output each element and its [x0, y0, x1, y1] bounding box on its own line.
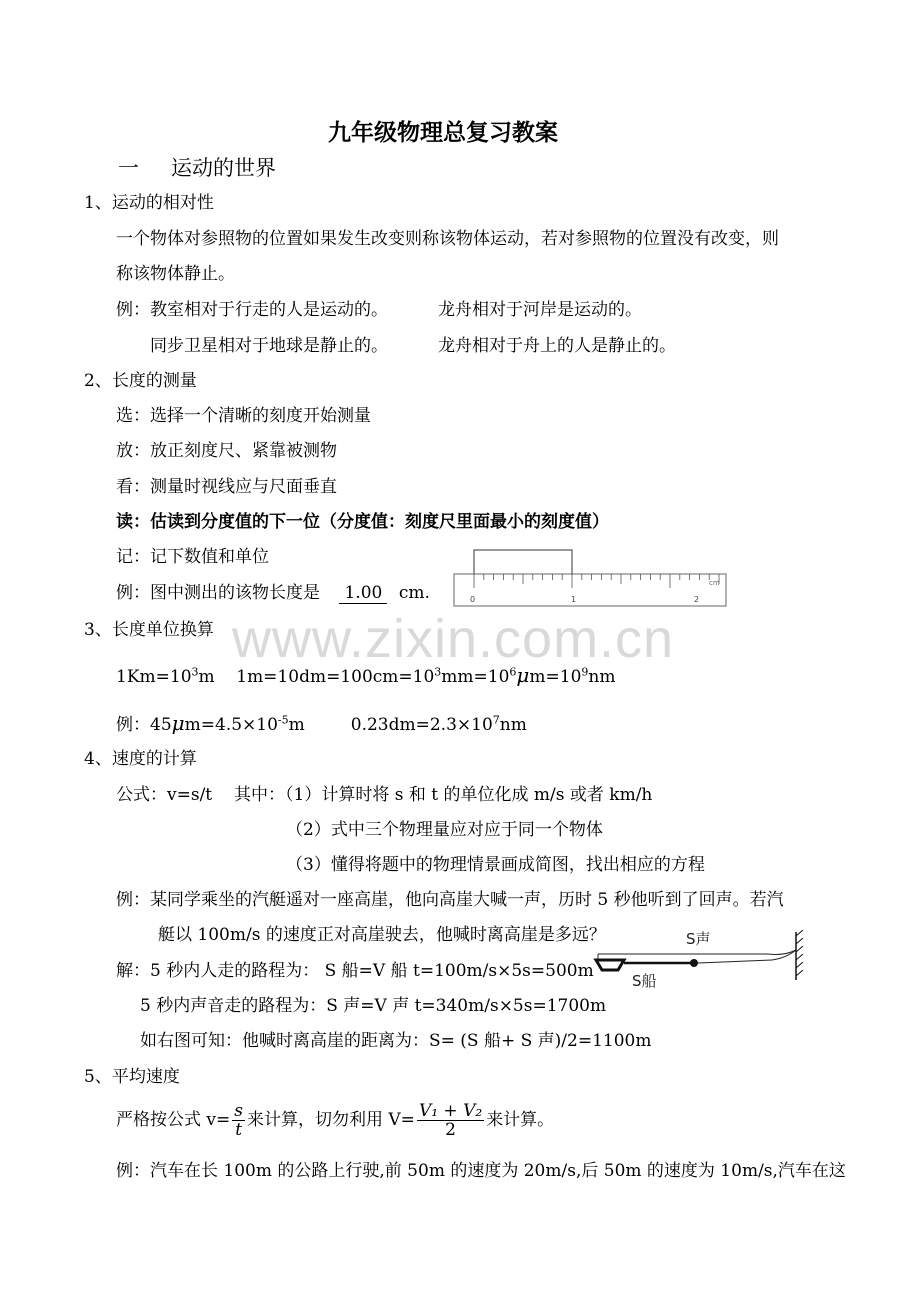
s1-example-1a: 例：教室相对于行走的人是运动的。 — [116, 300, 388, 320]
s4-example-line2: 艇以 100m/s 的速度正对高崖驶去，他喊时离高崖是多远？ — [158, 925, 606, 945]
fraction-s-over-t: $\frac{s}{t}$ — [234, 1101, 243, 1140]
s4-note-3: （3）懂得将题中的物理情景画成简图，找出相应的方程 — [286, 855, 705, 875]
s1-example-2b: 龙舟相对于舟上的人是静止的。 — [438, 336, 676, 356]
section-2-heading: 2、长度的测量 — [84, 371, 197, 391]
s2-step-read: 读：估读到分度值的下一位（分度值：刻度尺里面最小的刻度值） — [116, 512, 609, 532]
fraction-v1-plus-v2-over-2: $\frac{\text{V₁ + V₂}}{2}$ — [418, 1101, 483, 1140]
chapter-number: 一 — [118, 156, 139, 180]
ruler-ticks — [474, 574, 719, 588]
watermark: www.zixin.com.cn — [232, 609, 675, 669]
ruler-body — [454, 574, 726, 606]
s2-step-select: 选：选择一个清晰的刻度开始测量 — [116, 406, 371, 426]
chapter-name: 运动的世界 — [171, 156, 276, 180]
s1-paragraph-line1: 一个物体对参照物的位置如果发生改变则称该物体运动，若对参照物的位置没有改变，则 — [116, 229, 779, 249]
chapter-heading — [118, 153, 276, 183]
s1-paragraph-line2: 称该物体静止。 — [116, 264, 235, 284]
ruler-unit: cm — [709, 579, 720, 587]
measured-object — [474, 550, 572, 574]
ruler-diagram — [452, 548, 728, 610]
ruler-label-0: 0 — [470, 595, 476, 604]
s2-step-look: 看：测量时视线应与尺面垂直 — [116, 477, 337, 497]
echo-diagram — [590, 926, 816, 992]
s4-example-line1: 例：某同学乘坐的汽艇遥对一座高崖，他向高崖大喊一声，历时 5 秒他听到了回声。若汽 — [116, 890, 784, 910]
s5-example: 例：汽车在长 100m 的公路上行驶,前 50m 的速度为 20m/s,后 50m 的速度为 10m/s,汽车在这 — [116, 1161, 846, 1181]
label-s-sound: S声 — [686, 930, 711, 948]
section-4-heading: 4、速度的计算 — [84, 749, 197, 769]
s1-example-1b: 龙舟相对于河岸是运动的。 — [438, 300, 642, 320]
section-5-heading: 5、平均速度 — [84, 1067, 180, 1087]
s2-example-answer: 1.00 — [339, 583, 387, 604]
s2-step-record: 记：记下数值和单位 — [116, 547, 269, 567]
person-dot — [690, 959, 698, 967]
page-title: 九年级物理总复习教案 — [328, 119, 558, 146]
ruler-label-1: 1 — [571, 595, 577, 604]
s5-formula-line: 严格按公式 v= $\frac{s}{t}$ 来计算，切勿利用 V= $\frac{\text{V₁ + V₂}}{2}$ 来计算。 — [116, 1101, 555, 1140]
label-s-boat: S船 — [632, 972, 657, 990]
s2-example — [116, 582, 430, 604]
s4-note-1: 其中：（1）计算时将 s 和 t 的单位化成 m/s 或者 km/h — [234, 785, 653, 805]
s4-solution-line2: 5 秒内声音走的路程为：S 声=V 声 t=340m/s×5s=1700m — [140, 996, 607, 1016]
s4-solution-line3: 如右图可知：他喊时离高崖的距离为：S= (S 船+ S 声)/2=1100m — [140, 1031, 652, 1051]
s2-step-place: 放：放正刻度尺、紧靠被测物 — [116, 441, 337, 461]
s4-solution-line1: 解：5 秒内人走的路程为： S 船=V 船 t=100m/s×5s=500m — [116, 961, 594, 981]
s4-note-2: （2）式中三个物理量应对应于同一个物体 — [286, 820, 603, 840]
s3-unit-conversion-line: $1Km=10^3m$ $1m=10dm=100cm=10^3mm=10^6\mu m=10^9nm$ — [116, 663, 616, 687]
section-3-heading: 3、长度单位换算 — [84, 620, 214, 640]
s4-formula: 公式：v=s/t — [116, 785, 213, 805]
s2-example-text: 例：图中测出的该物长度是 — [116, 583, 320, 603]
s3-example: 例：$45\mu m=4.5\times 10^{-5}m$ $0.23dm=2.3\times 10^7nm$ — [116, 711, 527, 735]
ruler-label-2: 2 — [694, 595, 700, 604]
s2-example-unit: cm. — [398, 583, 430, 603]
boat-icon — [596, 960, 624, 970]
section-1-heading: 1、运动的相对性 — [84, 193, 214, 213]
s1-example-2a: 同步卫星相对于地球是静止的。 — [150, 336, 388, 356]
